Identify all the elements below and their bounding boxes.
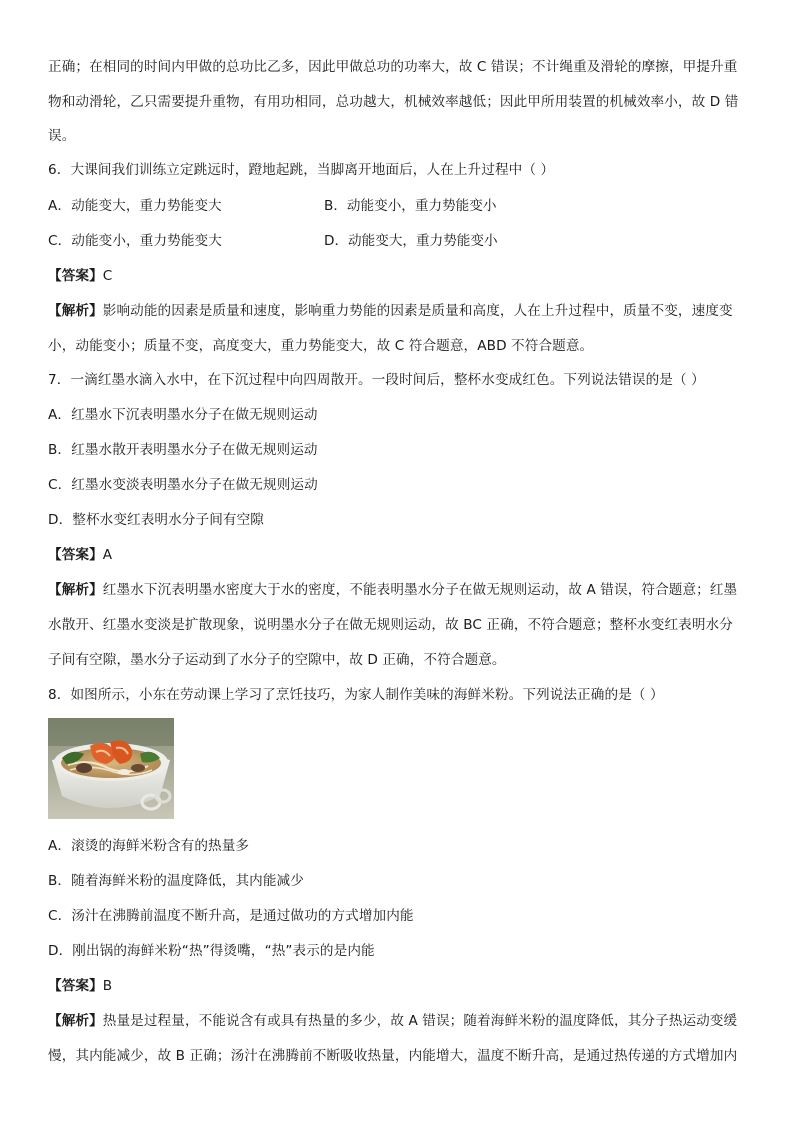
q6-option-a: A．动能变大，重力势能变大	[48, 198, 222, 214]
q6-analysis-line-2: 小，动能变小；质量不变，高度变大，重力势能变大，故 C 符合题意，ABD 不符合题意。	[48, 338, 594, 354]
q6-option-b: B．动能变小，重力势能变小	[324, 198, 497, 214]
q7-analysis-line-1	[48, 580, 748, 600]
answer-tag: 【答案】	[48, 268, 103, 284]
q7-answer-value: A	[102, 547, 113, 563]
q6-answer-value: C	[102, 268, 113, 284]
q6-option-c: C．动能变小，重力势能变大	[48, 233, 222, 249]
q8-option-c: C．汤汁在沸腾前温度不断升高，是通过做功的方式增加内能	[48, 908, 414, 924]
q7-stem: 7．一滴红墨水滴入水中，在下沉过程中向四周散开。一段时间后，整杯水变成红色。下列说法错误的是（ ）	[48, 372, 705, 388]
q7-option-a: A．红墨水下沉表明墨水分子在做无规则运动	[48, 407, 318, 423]
answer-tag: 【答案】	[48, 547, 103, 563]
q7-analysis-line-3: 子间有空隙，墨水分子运动到了水分子的空隙中，故 D 正确，不符合题意。	[48, 652, 506, 668]
q6-analysis-text-1: 影响动能的因素是质量和速度，影响重力势能的因素是质量和高度，人在上升过程中，质量不变，速度变	[102, 303, 733, 319]
answer-tag: 【答案】	[48, 978, 103, 994]
q8-option-a: A．滚烫的海鲜米粉含有的热量多	[48, 838, 250, 854]
analysis-tag: 【解析】	[48, 1013, 103, 1029]
analysis-tag: 【解析】	[48, 303, 103, 319]
q7-option-b: B．红墨水散开表明墨水分子在做无规则运动	[48, 442, 318, 458]
q8-analysis-line-2: 慢，其内能减少，故 B 正确；汤汁在沸腾前不断吸收热量，内能增大，温度不断升高，是通过热传递的方式增加内	[48, 1048, 738, 1064]
q8-answer	[48, 976, 748, 996]
q7-answer	[48, 545, 748, 565]
prev-analysis-line-1: 正确；在相同的时间内甲做的总功比乙多，因此甲做总功的功率大，故 C 错误；不计绳重及滑轮的摩擦，甲提升重	[48, 59, 738, 75]
q8-option-b: B．随着海鲜米粉的温度降低，其内能减少	[48, 873, 304, 889]
q8-stem: 8．如图所示，小东在劳动课上学习了烹饪技巧，为家人制作美味的海鲜米粉。下列说法正确的是（ ）	[48, 687, 664, 703]
q8-analysis-text-1: 热量是过程量，不能说含有或具有热量的多少，故 A 错误；随着海鲜米粉的温度降低，其分子热运动变缓	[102, 1013, 738, 1029]
q6-stem: 6．大课间我们训练立定跳远时，蹬地起跳，当脚离开地面后，人在上升过程中（ ）	[48, 162, 555, 178]
q7-option-d: D．整杯水变红表明水分子间有空隙	[48, 512, 264, 528]
prev-analysis-line-2: 物和动滑轮，乙只需要提升重物，有用功相同，总功越大，机械效率越低；因此甲所用装置的机械效率小，故 D 错	[48, 94, 739, 110]
seafood-rice-noodle-photo	[48, 718, 174, 819]
q6-option-d: D．动能变大，重力势能变小	[324, 233, 498, 249]
q8-answer-value: B	[102, 978, 113, 994]
q8-option-d: D．刚出锅的海鲜米粉“热”得烫嘴，“热”表示的是内能	[48, 943, 375, 959]
q7-analysis-text-1: 红墨水下沉表明墨水密度大于水的密度，不能表明墨水分子在做无规则运动，故 A 错误，符合题意；红墨	[102, 582, 738, 598]
prev-analysis-line-3: 误。	[48, 128, 76, 144]
q7-analysis-line-2: 水散开、红墨水变淡是扩散现象，说明墨水分子在做无规则运动，故 BC 正确，不符合题意；整杯水变红表明水分	[48, 617, 733, 633]
q6-analysis-line-1	[48, 301, 748, 321]
q7-option-c: C．红墨水变淡表明墨水分子在做无规则运动	[48, 477, 318, 493]
q8-analysis-line-1	[48, 1011, 748, 1031]
q6-answer	[48, 266, 748, 286]
analysis-tag: 【解析】	[48, 582, 103, 598]
